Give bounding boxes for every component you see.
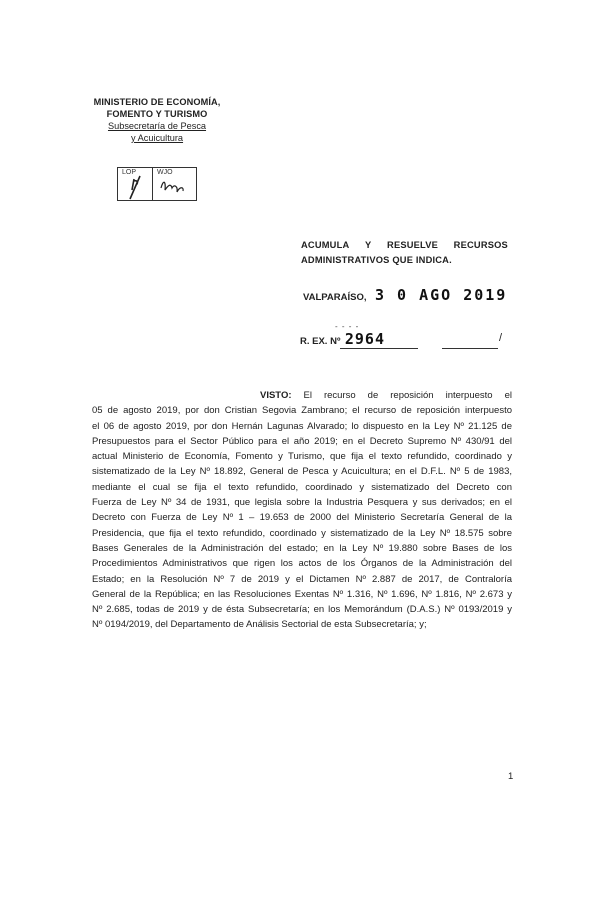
body-line: Nº 2.685, todas de 2019 y de ésta Subsecretaría; en los Memorándum (D.A.S.) Nº 0193/2019 y (92, 604, 512, 616)
body-line: Procedimientos Administrativos que rigen los actos de los Órganos de la Administración del (92, 558, 512, 570)
resolution-number-value: 2964 (344, 330, 385, 348)
date-stamp: 3 0 AGO 2019 (374, 286, 508, 304)
subject-line-2: ADMINISTRATIVOS QUE INDICA. (301, 255, 452, 265)
place-and-date (303, 286, 507, 305)
undersecretariat-name: Subsecretaría de Pesca (107, 121, 207, 131)
body-line: Nº 0194/2019, del Departamento de Análisis Sectorial de esta Subsecretaría; y; (92, 619, 427, 631)
subject-word: RECURSOS (453, 240, 508, 250)
initials-tag-right: WJO (157, 169, 173, 176)
body-line: Fuerza de Ley Nº 34 de 1931, que legisla sobre la Industria Pesquera y sus derivados; en el (92, 497, 512, 509)
body-line: mediante el cual se fija el texto refundido, coordinado y sistematizado del Decreto con (92, 481, 512, 493)
body-line: Presidencia, que fija el texto refundido, coordinado y sistematizado de la Ley Nº 18.575 sobre (92, 527, 512, 539)
place: VALPARAÍSO, (303, 292, 367, 303)
resolution-end: / (499, 332, 503, 344)
body-line: Estado; en la Resolución Nº 7 de 2019 y el Dictamen Nº 2.887 de 2017, de Contraloría (92, 573, 512, 585)
body-line: Decreto con Fuerza de Ley Nº 1 – 19.653 de 2000 del Ministerio Secretaría General de la (92, 512, 512, 524)
body-line: actual Ministerio de Economía, Fomento y Turismo, que fija el texto refundido, coordinado y (92, 451, 512, 463)
ministry-name-cont: FOMENTO Y TURISMO (106, 109, 208, 119)
document-subject (301, 238, 508, 268)
underline-left (340, 348, 418, 349)
body-line: Bases Generales de la Administración del estado; en la Ley Nº 19.880 sobre Bases de los (92, 542, 512, 554)
letterhead (92, 96, 222, 144)
body-line: 05 de agosto 2019, por don Cristian Segovia Zambrano; el recurso de reposición interpuesto (92, 405, 512, 417)
resolution-number (300, 330, 510, 349)
subject-word: Y (365, 240, 372, 250)
subject-word: ACUMULA (301, 240, 350, 250)
body-line: el 06 de agosto 2019, por don Hernán Lagunas Alvarado; lo dispuesto en la Ley Nº 21.125 de (92, 420, 512, 432)
body-line: General de la República; en las Resoluciones Exentas Nº 1.316, Nº 1.696, Nº 1.816, Nº 2.673 y (92, 588, 512, 600)
visto-label: VISTO: (260, 390, 292, 401)
page-number: 1 (508, 771, 514, 782)
initials-cell-left (118, 168, 153, 200)
body-line: Presupuestos para el Sector Público para el año 2019; en el Decreto Supremo Nº 430/91 del (92, 435, 512, 447)
resolution-label: R. EX. Nº (300, 336, 341, 347)
underline-right (442, 348, 498, 349)
subject-word: RESUELVE (387, 240, 439, 250)
body-line: VISTO: El recurso de reposición interpuesto el (260, 390, 512, 401)
body-line: sistematizado de la Ley Nº 18.892, General de Pesca y Acuicultura; en el D.F.L. Nº 5 de 1983, (92, 466, 512, 478)
signature-mark-right (153, 168, 196, 200)
signature-mark-left (118, 168, 152, 200)
initials-box (117, 167, 197, 201)
ministry-name: MINISTERIO DE ECONOMÍA, (93, 97, 221, 107)
subject-line-1 (301, 238, 508, 253)
document-body (92, 388, 512, 633)
initials-tag-left: LOP (122, 169, 137, 176)
stamp-dots: - - - - (335, 322, 360, 331)
initials-cell-right (153, 168, 196, 200)
undersecretariat-name-cont: y Acuicultura (130, 133, 184, 143)
